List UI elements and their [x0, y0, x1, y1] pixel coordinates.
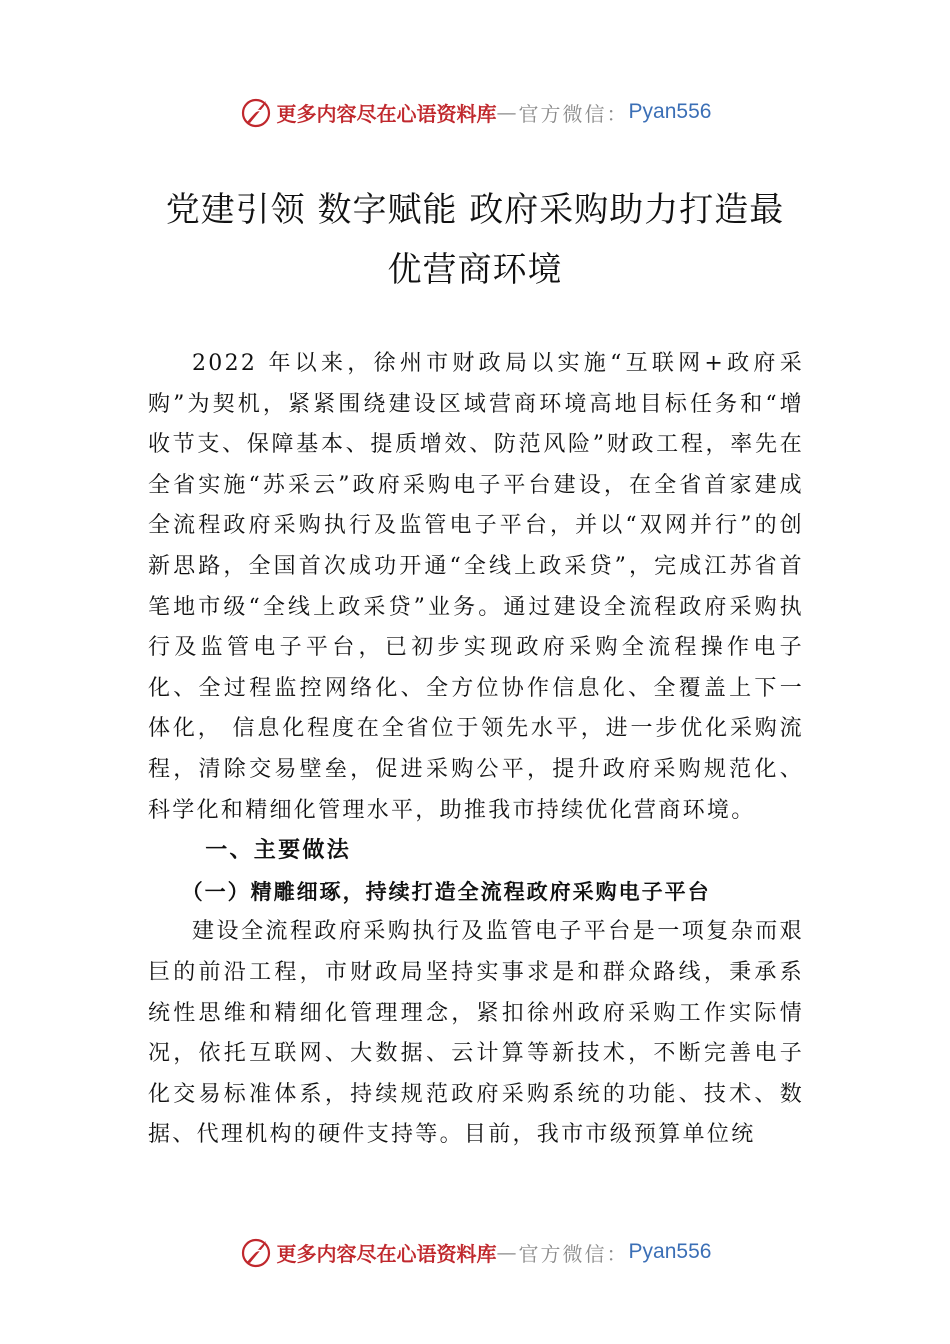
intro-paragraph: 2022 年以来，徐州市财政局以实施“互联网+政府采购”为契机，紧紧围绕建设区域营商环境高地目标任务和“增收节支、保障基本、提质增效、防范风险”财政工程，率先在全省实施“苏采云”政府采购电子平台建设，在全省首家建成全流程政府采购执行及监管电子平台，并以“双网并行”的创新思路，全国首次成功开通“全线上政采贷”，完成江苏省首笔地市级“全线上政采贷”业务。通过建设全流程政府采购执行及监管电子平台，已初步实现政府采购全流程操作电子化、全过程监控网络化、全方位协作信息化、全覆盖上下一体化， 信息化程度在全省位于领先水平，进一步优化采购流程，清除交易壁垒，促进采购公平，提升政府采购规范化、科学化和精细化管理水平，助推我市持续优化营商环境。 [148, 351, 804, 823]
quill-logo-icon [239, 95, 273, 129]
section-heading: 一、主要做法 [205, 838, 351, 864]
watermark-separator: — [496, 100, 519, 124]
subsection-heading: （一）精雕细琢，持续打造全流程政府采购电子平台 [181, 878, 711, 904]
watermark-wechat-label: 官方微信： [518, 1241, 629, 1266]
watermark-separator: — [496, 1240, 519, 1264]
document-body [148, 344, 804, 1156]
quill-logo-icon [239, 1235, 273, 1269]
watermark-handle: Pyan556 [628, 1240, 712, 1263]
section-paragraph: 建设全流程政府采购执行及监管电子平台是一项复杂而艰巨的前沿工程，市财政局坚持实事求是和群众路线，秉承系统性思维和精细化管理理念，紧扣徐州政府采购工作实际情况，依托互联网、大数据、云计算等新技术，不断完善电子化交易标准体系，持续规范政府采购系统的功能、技术、数据、代理机构的硬件支持等。目前，我市市级预算单位统 [148, 919, 804, 1148]
watermark-brand: 更多内容尽在心语资料库 [276, 1241, 497, 1266]
watermark-banner-top [0, 92, 950, 132]
watermark-banner-bottom [0, 1232, 950, 1272]
watermark-wechat-label: 官方微信： [518, 101, 629, 126]
watermark-handle: Pyan556 [628, 100, 712, 123]
watermark-brand: 更多内容尽在心语资料库 [276, 101, 497, 126]
document-title-line-2: 优营商环境 [387, 250, 563, 290]
document-title-line-1: 党建引领 数字赋能 政府采购助力打造最 [165, 190, 785, 230]
